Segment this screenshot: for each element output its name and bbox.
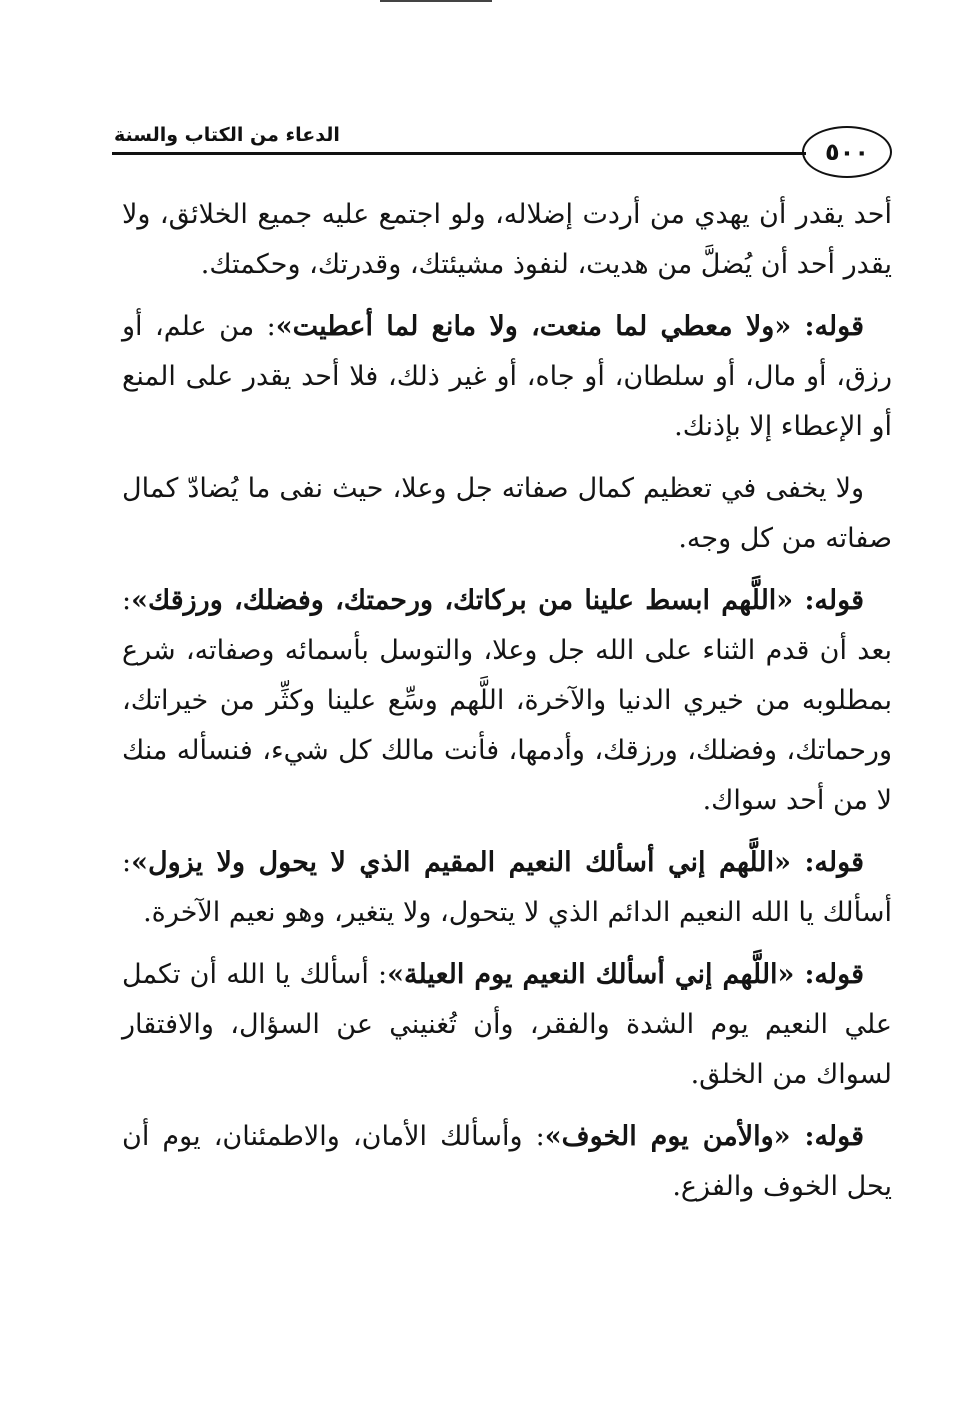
running-title: الدعاء من الكتاب والسنة	[114, 124, 340, 146]
quote-label: قوله:	[791, 311, 864, 342]
quoted-hadith: «اللَّهم إني أسألك النعيم المقيم الذي لا يحول ولا يزول»	[131, 847, 791, 878]
quoted-hadith: «ولا معطي لما منعت، ولا مانع لما أعطيت»	[275, 311, 792, 342]
quoted-hadith: «والأمن يوم الخوف»	[544, 1121, 791, 1152]
paragraph-text: أحد يقدر أن يهدي من أردت إضلاله، ولو اجتمع عليه جميع الخلائق، ولا يقدر أحد أن يُضلَّ من هديت، لنفوذ مشيئتك، وقدرتك، وحكمتك.	[122, 199, 892, 280]
paragraph-text: ولا يخفى في تعظيم كمال صفاته جل وعلا، حيث نفى ما يُضادّ كمال صفاته من كل وجه.	[122, 473, 892, 554]
quote-label: قوله:	[790, 1121, 865, 1152]
paragraph	[122, 1112, 892, 1212]
paragraph	[122, 190, 892, 290]
page-body	[122, 190, 892, 1224]
paragraph-text: : بعد أن قدم الثناء على الله جل وعلا، والتوسل بأسمائه وصفاته، شرع بمطلوبه من خيري الدنيا والآخرة، اللَّهم وسِّع علينا وكثِّر من خيراتك، ورحماتك، وفضلك، ورزقك، وأدمها، فأنت مالك كل شيء، فنسأله منك لا من أحد سواك.	[122, 585, 892, 816]
quote-label: قوله:	[793, 585, 864, 616]
paragraph-text: : أسألك يا الله النعيم الدائم الذي لا يتحول، ولا يتغير، وهو نعيم الآخرة.	[122, 847, 892, 928]
quoted-hadith: «اللَّهم إني أسألك النعيم يوم العيلة»	[387, 959, 795, 990]
paragraph	[122, 576, 892, 826]
paragraph	[122, 838, 892, 938]
paragraph-text: : أسألك يا الله أن تكمل علي النعيم يوم الشدة والفقر، وأن تُغنيني عن السؤال، والافتقار لسواك من الخلق.	[122, 959, 892, 1090]
paragraph	[122, 950, 892, 1100]
quote-label: قوله:	[790, 847, 864, 878]
header-rule	[112, 152, 806, 155]
paragraph-text: : وأسألك الأمان، والاطمئنان، يوم أن يحل الخوف والفزع.	[122, 1121, 892, 1202]
paragraph	[122, 302, 892, 452]
page-number-badge: ٥٠٠	[802, 126, 892, 178]
paragraph	[122, 464, 892, 564]
quote-label: قوله:	[794, 959, 864, 990]
top-edge-mark	[380, 0, 492, 2]
page-header	[112, 118, 894, 196]
paragraph-text: : من علم، أو رزق، أو مال، أو سلطان، أو جاه، أو غير ذلك، فلا أحد يقدر على المنع أو الإعطاء إلا بإذنك.	[122, 311, 892, 442]
quoted-hadith: «اللَّهم ابسط علينا من بركاتك، ورحمتك، وفضلك، ورزقك»	[131, 585, 794, 616]
